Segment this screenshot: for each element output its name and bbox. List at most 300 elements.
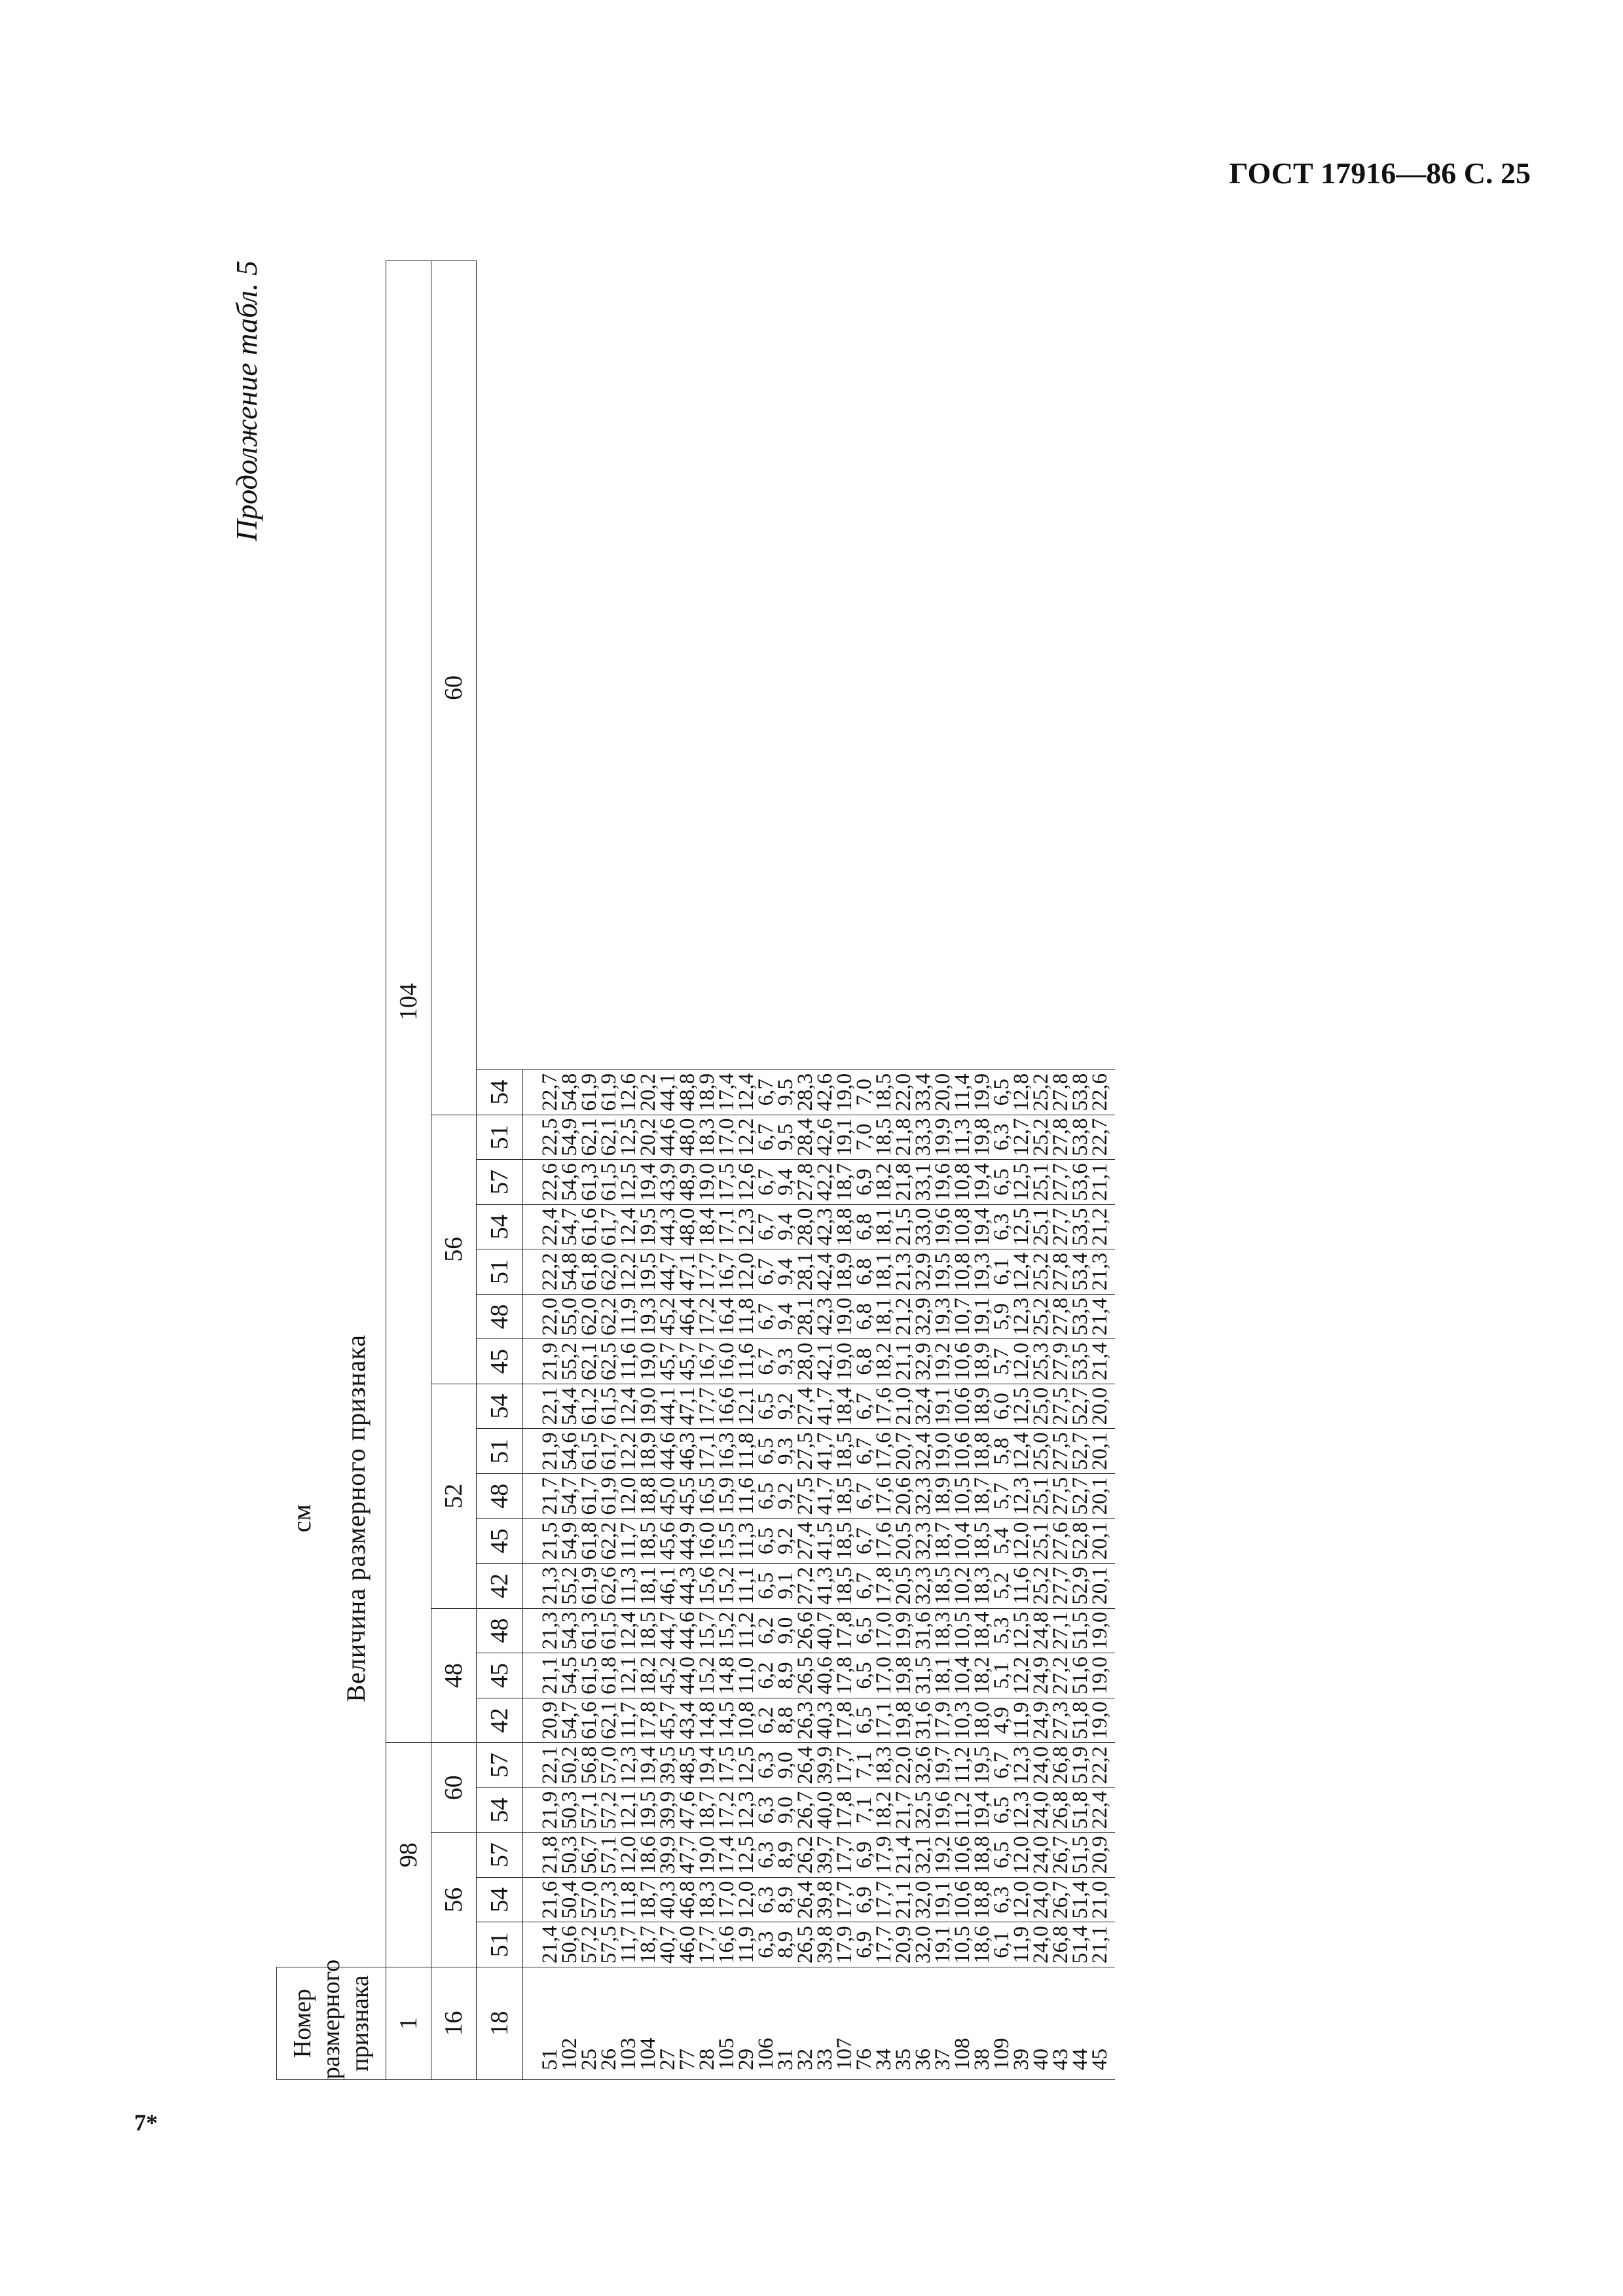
value-cell: 5,7	[989, 1482, 1013, 1510]
value-cell: 20,5	[891, 1522, 915, 1560]
value-cell: 22,7	[1087, 1118, 1112, 1157]
value-cell: 19,6	[930, 1791, 955, 1829]
value-cell: 32,0	[911, 1926, 935, 1964]
value-cell: 21,4	[891, 1836, 915, 1874]
value-cell: 17,6	[871, 1522, 896, 1560]
value-cell: 18,2	[636, 1657, 660, 1695]
value-cell: 19,4	[970, 1163, 994, 1201]
value-cell: 10,5	[950, 1611, 974, 1650]
value-cell: 12,5	[616, 1118, 640, 1157]
column-label: 57	[476, 1743, 522, 1788]
value-cell: 6,9	[852, 1931, 876, 1958]
value-cell: 51,8	[1068, 1791, 1092, 1829]
value-cell: 62,2	[596, 1522, 621, 1560]
value-cell: 26,2	[793, 1836, 817, 1874]
value-cell: 11,7	[616, 1522, 640, 1560]
value-cell: 61,6	[577, 1701, 601, 1740]
value-cell: 27,5	[793, 1477, 817, 1515]
row-id: 44	[1068, 2049, 1092, 2070]
value-cell: 54,8	[557, 1253, 581, 1291]
value-cell: 17,7	[832, 1836, 856, 1874]
value-cell: 17,0	[714, 1118, 739, 1157]
value-cell: 7,1	[852, 1796, 876, 1824]
value-cell: 19,8	[970, 1118, 994, 1157]
value-cell: 61,7	[577, 1477, 601, 1515]
value-cell: 18,1	[871, 1297, 896, 1336]
value-cell: 31,6	[911, 1701, 935, 1740]
value-cell: 19,0	[832, 1073, 856, 1111]
value-cell: 12,5	[734, 1746, 758, 1784]
value-cell: 43,4	[675, 1701, 699, 1740]
value-cell: 10,8	[950, 1163, 974, 1201]
value-cell: 6,7	[852, 1393, 876, 1420]
value-cell: 18,5	[832, 1477, 856, 1515]
value-cell: 19,0	[695, 1836, 719, 1874]
value-cell: 6,5	[754, 1527, 778, 1554]
value-cell: 17,0	[871, 1611, 896, 1650]
value-cell: 26,5	[793, 1926, 817, 1964]
column-label: 54	[476, 1204, 522, 1249]
value-cell: 44,9	[675, 1522, 699, 1560]
value-cell: 19,0	[930, 1432, 955, 1471]
value-cell: 22,5	[538, 1118, 562, 1157]
value-cell: 5,9	[989, 1302, 1013, 1331]
value-cell: 18,5	[636, 1611, 660, 1650]
value-cell: 11,1	[734, 1567, 758, 1605]
value-cell: 46,3	[675, 1432, 699, 1471]
value-cell: 25,2	[1029, 1073, 1053, 1111]
value-cell: 61,5	[596, 1611, 621, 1650]
value-cell: 46,1	[655, 1566, 680, 1605]
value-cell: 12,2	[616, 1253, 640, 1291]
value-cell: 18,9	[930, 1477, 955, 1515]
value-cell: 6,5	[754, 1572, 778, 1600]
value-cell: 20,1	[1087, 1477, 1112, 1515]
row-id: 29	[734, 2049, 758, 2070]
value-cell: 18,1	[636, 1566, 660, 1605]
value-column	[522, 1518, 1115, 1564]
value-cell: 22,1	[538, 1746, 562, 1784]
value-cell: 46,8	[675, 1880, 699, 1919]
value-cell: 40,7	[655, 1926, 680, 1964]
value-cell: 21,3	[891, 1253, 915, 1291]
value-cell: 27,2	[1048, 1657, 1072, 1695]
value-cell: 22,4	[538, 1208, 562, 1246]
value-cell: 61,5	[596, 1163, 621, 1201]
value-cell: 11,8	[734, 1432, 758, 1470]
value-cell: 12,8	[1009, 1073, 1033, 1111]
value-cell: 5,3	[989, 1617, 1013, 1645]
value-cell: 8,8	[773, 1706, 797, 1734]
value-cell: 39,9	[655, 1791, 680, 1829]
value-cell: 16,3	[714, 1432, 739, 1471]
value-cell: 6,7	[852, 1482, 876, 1510]
value-cell: 17,8	[832, 1701, 856, 1740]
value-cell: 10,6	[950, 1432, 974, 1471]
value-cell: 12,2	[734, 1118, 758, 1157]
row-header-line: признака	[346, 1975, 374, 2072]
group-level2-label: 56	[431, 1115, 476, 1384]
value-cell: 55,2	[557, 1566, 581, 1605]
value-cell: 51,8	[1068, 1701, 1092, 1740]
value-cell: 41,7	[812, 1477, 837, 1515]
value-cell: 41,7	[812, 1432, 837, 1471]
value-cell: 18,5	[832, 1432, 856, 1471]
value-cell: 17,2	[714, 1791, 739, 1829]
value-cell: 25,1	[1029, 1522, 1053, 1560]
value-cell: 17,6	[871, 1387, 896, 1426]
value-cell: 54,3	[557, 1611, 581, 1650]
value-cell: 10,6	[950, 1342, 974, 1380]
value-column	[522, 1922, 1115, 1967]
value-cell: 39,5	[655, 1746, 680, 1784]
value-column	[522, 1833, 1115, 1878]
value-cell: 45,0	[655, 1477, 680, 1515]
value-cell: 21,1	[538, 1657, 562, 1695]
value-cell: 61,9	[577, 1073, 601, 1111]
value-cell: 16,0	[695, 1522, 719, 1560]
value-cell: 9,4	[773, 1168, 797, 1196]
value-cell: 19,6	[930, 1208, 955, 1246]
value-cell: 54,6	[557, 1432, 581, 1471]
value-cell: 21,4	[1087, 1297, 1112, 1336]
value-cell: 26,7	[793, 1791, 817, 1829]
value-cell: 6,1	[989, 1258, 1013, 1285]
value-cell: 26,7	[1048, 1880, 1072, 1919]
value-cell: 18,9	[636, 1432, 660, 1471]
value-cell: 47,7	[675, 1836, 699, 1874]
value-cell: 25,2	[1029, 1253, 1053, 1291]
value-cell: 22,2	[1087, 1746, 1112, 1784]
value-cell: 12,4	[616, 1208, 640, 1246]
value-cell: 25,2	[1029, 1118, 1053, 1157]
value-cell: 27,8	[1048, 1118, 1072, 1157]
value-cell: 26,4	[793, 1746, 817, 1784]
value-cell: 40,6	[812, 1657, 837, 1695]
value-cell: 19,0	[695, 1163, 719, 1201]
value-cell: 9,3	[773, 1437, 797, 1465]
value-cell: 12,5	[616, 1163, 640, 1201]
value-cell: 61,5	[596, 1387, 621, 1426]
column-label: 54	[476, 1877, 522, 1922]
value-cell: 11,6	[734, 1477, 758, 1515]
value-cell: 5,1	[989, 1662, 1013, 1689]
value-cell: 12,0	[1009, 1342, 1033, 1380]
value-cell: 19,3	[930, 1297, 955, 1336]
value-cell: 32,9	[911, 1253, 935, 1291]
value-cell: 26,5	[793, 1657, 817, 1695]
value-cell: 12,1	[734, 1387, 758, 1426]
value-cell: 11,6	[616, 1342, 640, 1380]
value-cell: 52,7	[1068, 1432, 1092, 1471]
value-cell: 10,6	[950, 1836, 974, 1874]
value-cell: 18,4	[832, 1387, 856, 1426]
value-cell: 53,4	[1068, 1253, 1092, 1291]
value-cell: 48,8	[675, 1073, 699, 1111]
value-cell: 24,9	[1029, 1657, 1053, 1695]
value-cell: 6,7	[754, 1348, 778, 1375]
value-cell: 8,9	[773, 1841, 797, 1869]
value-column	[522, 1294, 1115, 1339]
value-cell: 6,5	[989, 1168, 1013, 1196]
value-cell: 6,7	[852, 1572, 876, 1600]
value-cell: 12,3	[1009, 1477, 1033, 1515]
value-cell: 11,9	[1009, 1702, 1033, 1739]
value-cell: 21,0	[1087, 1880, 1112, 1919]
value-cell: 10,5	[950, 1477, 974, 1515]
value-cell: 40,7	[812, 1611, 837, 1650]
value-cell: 47,6	[675, 1791, 699, 1829]
value-cell: 19,5	[636, 1208, 660, 1246]
value-cell: 8,9	[773, 1931, 797, 1958]
row-id: 77	[675, 2049, 699, 2070]
value-cell: 24,8	[1029, 1611, 1053, 1650]
row-id: 27	[655, 2049, 680, 2070]
value-cell: 54,4	[557, 1387, 581, 1426]
value-cell: 53,8	[1068, 1118, 1092, 1157]
value-cell: 17,5	[714, 1163, 739, 1201]
value-cell: 44,3	[675, 1566, 699, 1605]
value-cell: 6,7	[754, 1213, 778, 1241]
value-cell: 11,8	[734, 1298, 758, 1335]
value-cell: 41,7	[812, 1387, 837, 1426]
value-cell: 19,9	[891, 1611, 915, 1650]
value-cell: 9,0	[773, 1751, 797, 1779]
value-cell: 61,3	[577, 1163, 601, 1201]
value-cell: 6,7	[754, 1168, 778, 1196]
value-cell: 19,0	[1087, 1657, 1112, 1695]
value-cell: 15,2	[714, 1611, 739, 1650]
value-cell: 10,5	[950, 1926, 974, 1964]
value-cell: 11,3	[616, 1567, 640, 1605]
value-cell: 20,7	[891, 1432, 915, 1471]
value-cell: 5,2	[989, 1572, 1013, 1600]
value-cell: 6,8	[852, 1348, 876, 1375]
group-level2-label: 52	[431, 1384, 476, 1608]
size-table	[276, 260, 1115, 2080]
value-cell: 43,9	[655, 1163, 680, 1201]
column-label: 51	[476, 1115, 522, 1160]
value-cell: 10,3	[950, 1701, 974, 1740]
value-cell: 17,7	[871, 1926, 896, 1964]
value-cell: 57,0	[596, 1746, 621, 1784]
value-cell: 19,0	[1087, 1611, 1112, 1650]
value-cell: 27,8	[1048, 1073, 1072, 1111]
value-cell: 22,0	[538, 1297, 562, 1336]
value-cell: 24,0	[1029, 1746, 1053, 1784]
row-id: 36	[911, 2049, 935, 2070]
row-id: 25	[577, 2049, 601, 2070]
value-cell: 39,9	[812, 1746, 837, 1784]
value-cell: 45,7	[655, 1701, 680, 1740]
value-cell: 25,1	[1029, 1477, 1053, 1515]
value-cell: 61,5	[577, 1657, 601, 1695]
value-cell: 12,5	[734, 1836, 758, 1874]
value-cell: 20,0	[930, 1073, 955, 1111]
value-cell: 28,3	[793, 1073, 817, 1111]
value-cell: 53,8	[1068, 1073, 1092, 1111]
value-cell: 20,1	[1087, 1566, 1112, 1605]
column-label: 57	[476, 1833, 522, 1878]
value-cell: 27,5	[1048, 1432, 1072, 1471]
value-cell: 17,6	[871, 1477, 896, 1515]
column-label: 54	[476, 1069, 522, 1115]
value-cell: 18,5	[832, 1522, 856, 1560]
value-cell: 22,0	[891, 1746, 915, 1784]
value-cell: 20,1	[1087, 1432, 1112, 1471]
value-cell: 18,9	[695, 1073, 719, 1111]
value-cell: 6,3	[754, 1796, 778, 1824]
value-cell: 27,7	[1048, 1163, 1072, 1201]
margin-mark: 7*	[134, 2109, 158, 2136]
row-id: 37	[930, 2049, 955, 2070]
value-cell: 12,6	[616, 1073, 640, 1111]
value-cell: 11,6	[734, 1342, 758, 1380]
value-cell: 16,5	[695, 1477, 719, 1515]
value-cell: 21,1	[1087, 1163, 1112, 1201]
column-label: 54	[476, 1787, 522, 1833]
value-cell: 19,4	[636, 1746, 660, 1784]
value-cell: 18,3	[695, 1880, 719, 1919]
value-cell: 9,5	[773, 1123, 797, 1151]
value-cell: 20,9	[1087, 1836, 1112, 1874]
value-cell: 19,5	[970, 1746, 994, 1784]
value-cell: 61,3	[577, 1611, 601, 1650]
column-label: 45	[476, 1653, 522, 1698]
value-cell: 57,0	[577, 1880, 601, 1919]
value-cell: 18,1	[871, 1253, 896, 1291]
value-cell: 19,4	[970, 1791, 994, 1829]
value-cell: 26,8	[1048, 1926, 1072, 1964]
value-cell: 17,4	[714, 1836, 739, 1874]
column-label: 51	[476, 1249, 522, 1295]
value-cell: 12,4	[616, 1611, 640, 1650]
value-cell: 27,4	[793, 1522, 817, 1560]
value-cell: 42,6	[812, 1118, 837, 1157]
value-cell: 54,7	[557, 1701, 581, 1740]
value-cell: 20,5	[891, 1566, 915, 1605]
value-cell: 44,7	[655, 1253, 680, 1291]
value-cell: 28,1	[793, 1253, 817, 1291]
value-column	[522, 1608, 1115, 1653]
value-cell: 51,9	[1068, 1746, 1092, 1784]
value-cell: 18,5	[970, 1522, 994, 1560]
value-cell: 17,8	[832, 1791, 856, 1829]
value-cell: 19,9	[970, 1073, 994, 1111]
value-cell: 25,0	[1029, 1432, 1053, 1471]
value-cell: 12,5	[1009, 1611, 1033, 1650]
value-cell: 24,0	[1029, 1791, 1053, 1829]
value-cell: 61,7	[596, 1432, 621, 1471]
value-cell: 18,5	[871, 1073, 896, 1111]
value-cell: 20,6	[891, 1477, 915, 1515]
row-id: 106	[754, 2037, 778, 2070]
value-column	[522, 1787, 1115, 1833]
value-cell: 18,3	[970, 1566, 994, 1605]
value-cell: 6,7	[754, 1258, 778, 1285]
value-cell: 24,9	[1029, 1701, 1053, 1740]
value-cell: 6,8	[852, 1302, 876, 1331]
value-cell: 51,4	[1068, 1926, 1092, 1964]
value-cell: 18,7	[970, 1477, 994, 1515]
value-cell: 32,1	[911, 1836, 935, 1874]
value-cell: 25,2	[1029, 1566, 1053, 1605]
value-cell: 24,0	[1029, 1836, 1053, 1874]
value-cell: 9,3	[773, 1348, 797, 1375]
value-cell: 9,0	[773, 1617, 797, 1645]
value-cell: 50,4	[557, 1880, 581, 1919]
value-cell: 26,7	[1048, 1836, 1072, 1874]
value-cell: 32,3	[911, 1477, 935, 1515]
value-cell: 54,9	[557, 1522, 581, 1560]
value-cell: 19,0	[1087, 1701, 1112, 1740]
page-number: ГОСТ 17916—86 С. 25	[1229, 156, 1531, 190]
value-cell: 19,1	[930, 1387, 955, 1426]
value-cell: 54,5	[557, 1657, 581, 1695]
value-cell: 9,2	[773, 1527, 797, 1554]
value-cell: 10,8	[950, 1253, 974, 1291]
value-cell: 51,4	[1068, 1880, 1092, 1919]
value-cell: 62,6	[596, 1566, 621, 1605]
value-column	[522, 1204, 1115, 1249]
value-cell: 6,7	[754, 1079, 778, 1106]
value-cell: 40,3	[655, 1880, 680, 1919]
value-cell: 26,6	[793, 1611, 817, 1650]
value-cell: 44,6	[655, 1432, 680, 1471]
row-id-column	[522, 1967, 1115, 2080]
value-cell: 22,6	[1087, 1073, 1112, 1111]
value-cell: 40,3	[812, 1701, 837, 1740]
value-cell: 57,1	[577, 1791, 601, 1829]
row-id: 45	[1087, 2049, 1112, 2070]
value-cell: 18,5	[930, 1566, 955, 1605]
value-cell: 19,5	[636, 1791, 660, 1829]
value-cell: 22,1	[538, 1387, 562, 1426]
value-cell: 6,3	[989, 1213, 1013, 1241]
value-cell: 16,7	[695, 1342, 719, 1380]
value-cell: 19,8	[891, 1701, 915, 1740]
value-cell: 52,9	[1068, 1566, 1092, 1605]
value-cell: 22,2	[538, 1253, 562, 1291]
value-cell: 6,2	[754, 1617, 778, 1645]
group-level2-label: 48	[431, 1608, 476, 1743]
value-cell: 61,9	[577, 1566, 601, 1605]
value-cell: 12,1	[616, 1657, 640, 1695]
value-cell: 27,2	[793, 1566, 817, 1605]
value-cell: 19,0	[636, 1342, 660, 1380]
value-cell: 41,3	[812, 1566, 837, 1605]
value-cell: 55,0	[557, 1297, 581, 1336]
value-cell: 6,7	[754, 1123, 778, 1151]
value-column	[522, 1249, 1115, 1295]
value-cell: 45,2	[655, 1657, 680, 1695]
value-cell: 47,1	[675, 1253, 699, 1291]
value-cell: 31,5	[911, 1657, 935, 1695]
value-column	[522, 1115, 1115, 1160]
column-label: 45	[476, 1339, 522, 1384]
value-cell: 26,8	[1048, 1791, 1072, 1829]
value-cell: 17,9	[930, 1701, 955, 1740]
value-cell: 26,8	[1048, 1746, 1072, 1784]
value-cell: 32,5	[911, 1791, 935, 1829]
value-cell: 54,7	[557, 1208, 581, 1246]
value-cell: 12,5	[1009, 1387, 1033, 1426]
value-cell: 21,9	[538, 1791, 562, 1829]
value-cell: 12,3	[616, 1746, 640, 1784]
value-cell: 28,1	[793, 1297, 817, 1336]
value-cell: 21,3	[538, 1566, 562, 1605]
value-cell: 27,3	[1048, 1701, 1072, 1740]
